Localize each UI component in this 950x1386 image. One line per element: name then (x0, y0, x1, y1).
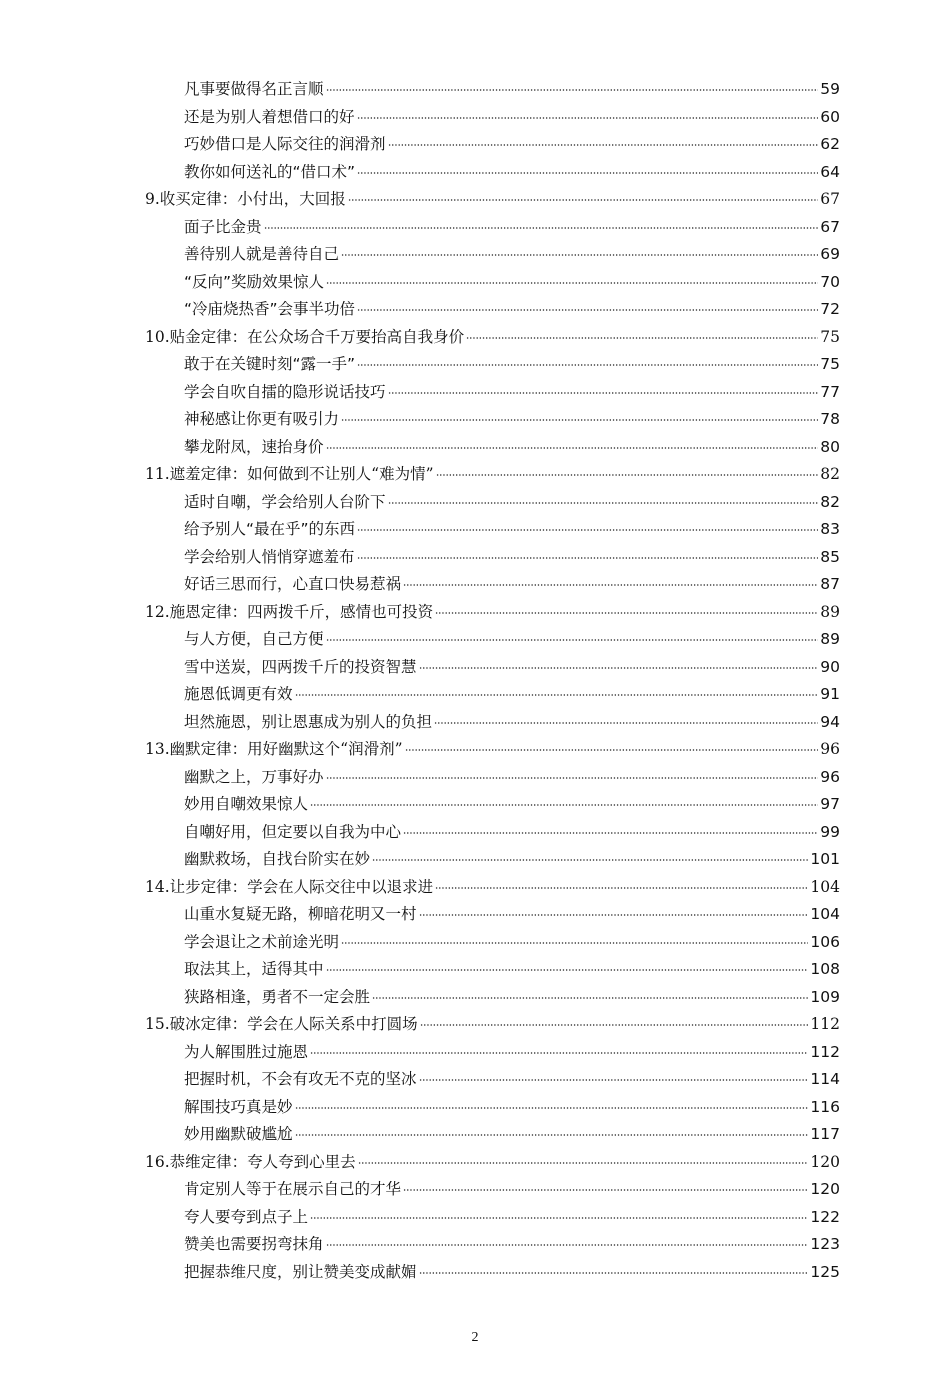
dot-leader (310, 1215, 808, 1221)
toc-entry-page: 96 (820, 767, 840, 786)
toc-entry-title: 妙用自嘲效果惊人 (184, 795, 309, 813)
toc-chapter-entry[interactable] (0, 324, 950, 352)
toc-entry-title: 凡事要做得名正言顺 (184, 80, 324, 98)
toc-section-entry[interactable] (0, 214, 950, 242)
toc-entry-page: 123 (810, 1235, 840, 1253)
toc-section-entry[interactable] (0, 159, 950, 187)
dot-leader (326, 280, 818, 286)
dot-leader (388, 500, 819, 506)
toc-entry-title: 赞美也需要拐弯抹角 (184, 1235, 324, 1253)
toc-entry-page: 125 (810, 1262, 840, 1281)
toc-entry-title: 解围技巧真是妙 (184, 1097, 293, 1116)
dot-leader (419, 912, 809, 918)
toc-section-entry[interactable] (0, 846, 950, 874)
toc-entry-page: 77 (820, 382, 840, 401)
dot-leader (326, 87, 819, 93)
toc-section-entry[interactable] (0, 351, 950, 379)
toc-section-entry[interactable] (0, 269, 950, 297)
toc-entry-page: 90 (820, 657, 840, 676)
toc-entry-title: “反向”奖励效果惊人 (184, 272, 325, 291)
dot-leader (403, 582, 818, 588)
toc-section-entry[interactable] (0, 901, 950, 929)
toc-entry-title: 自嘲好用，但定要以自我为中心 (184, 822, 402, 841)
toc-entry-title: 把握时机，不会有攻无不克的坚冰 (184, 1070, 417, 1088)
dot-leader (419, 1270, 809, 1276)
toc-entry-title: 15.破冰定律：学会在人际关系中打圆场 (145, 1015, 418, 1033)
toc-entry-title: 施恩低调更有效 (184, 685, 293, 703)
toc-section-entry[interactable] (0, 654, 950, 682)
page-number: 2 (471, 1330, 479, 1345)
dot-leader (403, 830, 818, 836)
toc-chapter-entry[interactable] (0, 1011, 950, 1039)
toc-entry-page: 69 (820, 245, 840, 263)
toc-section-entry[interactable] (0, 626, 950, 654)
toc-section-entry[interactable] (0, 681, 950, 709)
toc-entry-title: 肯定别人等于在展示自己的才华 (184, 1180, 402, 1198)
toc-chapter-entry[interactable] (0, 186, 950, 214)
toc-entry-page: 120 (810, 1152, 840, 1171)
toc-entry-title: 与人方便，自己方便 (184, 630, 324, 648)
dot-leader (357, 115, 819, 121)
dot-leader (341, 940, 808, 946)
toc-entry-title: 12.施恩定律：四两拨千斤，感情也可投资 (145, 602, 434, 621)
toc-chapter-entry[interactable] (0, 461, 950, 489)
toc-entry-title: 雪中送炭，四两拨千斤的投资智慧 (184, 657, 417, 676)
toc-entry-title: 幽默之上，万事好办 (184, 767, 324, 786)
toc-entry-page: 82 (820, 492, 840, 511)
toc-section-entry[interactable] (0, 406, 950, 434)
dot-leader (419, 665, 819, 671)
toc-entry-title: 10.贴金定律：在公众场合千万要抬高自我身价 (145, 327, 465, 346)
toc-entry-page: 72 (820, 300, 840, 318)
dot-leader (357, 527, 818, 533)
dot-leader (403, 1187, 808, 1193)
toc-entry-page: 101 (810, 850, 840, 868)
dot-leader (264, 225, 819, 231)
toc-chapter-entry[interactable] (0, 736, 950, 764)
toc-entry-title: 适时自嘲，学会给别人台阶下 (184, 492, 386, 511)
toc-entry-page: 89 (820, 602, 840, 621)
toc-entry-title: 狭路相逢，勇者不一定会胜 (184, 987, 371, 1006)
dot-leader (295, 1105, 809, 1111)
toc-section-entry[interactable] (0, 131, 950, 159)
toc-entry-page: 104 (810, 905, 840, 923)
toc-entry-page: 112 (810, 1042, 840, 1061)
toc-section-entry[interactable] (0, 1259, 950, 1287)
toc-entry-page: 64 (820, 162, 840, 181)
toc-entry-title: 9.收买定律：小付出，大回报 (145, 190, 346, 208)
toc-entry-page: 117 (810, 1125, 840, 1143)
toc-entry-title: 把握恭维尺度，别让赞美变成献媚 (184, 1262, 417, 1281)
toc-entry-title: 面子比金贵 (184, 217, 262, 236)
dot-leader (295, 692, 819, 698)
toc-chapter-entry[interactable] (0, 874, 950, 902)
toc-entry-page: 67 (820, 190, 840, 208)
toc-entry-page: 94 (820, 712, 840, 731)
dot-leader (466, 335, 818, 341)
toc-entry-title: 敢于在关键时刻“露一手” (184, 355, 356, 373)
toc-section-entry[interactable] (0, 984, 950, 1012)
toc-entry-title: 善待别人就是善待自己 (184, 245, 340, 263)
toc-entry-page: 89 (820, 630, 840, 648)
toc-entry-page: 85 (820, 547, 840, 566)
toc-entry-page: 114 (810, 1070, 840, 1088)
toc-entry-page: 70 (820, 272, 840, 291)
toc-entry-page: 106 (810, 932, 840, 951)
toc-entry-page: 75 (820, 327, 840, 346)
toc-entry-title: 山重水复疑无路，柳暗花明又一村 (184, 905, 417, 923)
toc-section-entry[interactable] (0, 1039, 950, 1067)
toc-section-entry[interactable] (0, 791, 950, 819)
toc-entry-title: 教你如何送礼的“借口术” (184, 162, 356, 181)
toc-entry-page: 91 (820, 685, 840, 703)
dot-leader (434, 720, 818, 726)
toc-entry-page: 120 (810, 1180, 840, 1198)
toc-entry-page: 116 (810, 1097, 840, 1116)
toc-section-entry[interactable] (0, 709, 950, 737)
toc-entry-title: 给予别人“最在乎”的东西 (184, 520, 356, 538)
dot-leader (326, 967, 809, 973)
toc-entry-title: 16.恭维定律：夸人夸到心里去 (145, 1152, 356, 1171)
dot-leader (435, 885, 808, 891)
toc-section-entry[interactable] (0, 1231, 950, 1259)
dot-leader (341, 252, 818, 258)
toc-entry-title: 13.幽默定律：用好幽默这个“润滑剂” (145, 740, 403, 758)
dot-leader (310, 1050, 808, 1056)
toc-entry-page: 99 (820, 822, 840, 841)
toc-section-entry[interactable] (0, 764, 950, 792)
toc-entry-title: 妙用幽默破尴尬 (184, 1125, 293, 1143)
dot-leader (435, 610, 818, 616)
toc-entry-page: 80 (820, 437, 840, 456)
toc-entry-page: 109 (810, 987, 840, 1006)
toc-entry-title: 幽默救场，自找台阶实在妙 (184, 850, 371, 868)
toc-entry-page: 60 (820, 107, 840, 126)
dot-leader (372, 995, 808, 1001)
toc-section-entry[interactable] (0, 956, 950, 984)
dot-leader (326, 1242, 809, 1248)
toc-entry-title: “冷庙烧热香”会事半功倍 (184, 300, 356, 318)
toc-entry-title: 取法其上，适得其中 (184, 960, 324, 978)
table-of-contents (0, 76, 950, 1286)
toc-entry-title: 神秘感让你更有吸引力 (184, 410, 340, 428)
toc-entry-title: 学会自吹自擂的隐形说话技巧 (184, 382, 386, 401)
toc-entry-page: 62 (820, 135, 840, 153)
toc-entry-title: 11.遮羞定律：如何做到不让别人“难为情” (145, 465, 434, 483)
toc-entry-page: 67 (820, 217, 840, 236)
toc-entry-title: 攀龙附凤，速抬身价 (184, 437, 324, 456)
dot-leader (372, 857, 808, 863)
toc-entry-title: 还是为别人着想借口的好 (184, 107, 355, 126)
dot-leader (419, 1077, 809, 1083)
toc-section-entry[interactable] (0, 1121, 950, 1149)
dot-leader (295, 1132, 809, 1138)
toc-entry-title: 坦然施恩，别让恩惠成为别人的负担 (184, 712, 433, 731)
dot-leader (326, 775, 819, 781)
dot-leader (348, 197, 818, 203)
toc-entry-title: 学会退让之术前途光明 (184, 932, 340, 951)
dot-leader (357, 362, 818, 368)
dot-leader (326, 445, 819, 451)
toc-entry-page: 112 (810, 1015, 840, 1033)
toc-entry-page: 122 (810, 1207, 840, 1226)
dot-leader (388, 142, 819, 148)
toc-entry-page: 78 (820, 410, 840, 428)
toc-entry-title: 为人解围胜过施恩 (184, 1042, 309, 1061)
toc-chapter-entry[interactable] (0, 1149, 950, 1177)
toc-entry-page: 82 (820, 465, 840, 483)
dot-leader (357, 170, 818, 176)
toc-section-entry[interactable] (0, 544, 950, 572)
toc-section-entry[interactable] (0, 1204, 950, 1232)
toc-section-entry[interactable] (0, 571, 950, 599)
toc-section-entry[interactable] (0, 819, 950, 847)
dot-leader (326, 637, 819, 643)
toc-entry-page: 97 (820, 795, 840, 813)
toc-entry-page: 108 (810, 960, 840, 978)
dot-leader (310, 802, 818, 808)
toc-entry-page: 75 (820, 355, 840, 373)
toc-section-entry[interactable] (0, 76, 950, 104)
dot-leader (358, 1160, 809, 1166)
toc-section-entry[interactable] (0, 1176, 950, 1204)
dot-leader (436, 472, 819, 478)
toc-chapter-entry[interactable] (0, 599, 950, 627)
toc-section-entry[interactable] (0, 489, 950, 517)
toc-section-entry[interactable] (0, 104, 950, 132)
dot-leader (388, 390, 819, 396)
toc-section-entry[interactable] (0, 296, 950, 324)
toc-entry-page: 96 (820, 740, 840, 758)
dot-leader (341, 417, 818, 423)
toc-section-entry[interactable] (0, 516, 950, 544)
toc-section-entry[interactable] (0, 1094, 950, 1122)
toc-section-entry[interactable] (0, 434, 950, 462)
toc-entry-title: 夸人要夸到点子上 (184, 1207, 309, 1226)
toc-entry-page: 87 (820, 575, 840, 593)
toc-entry-title: 好话三思而行，心直口快易惹祸 (184, 575, 402, 593)
toc-entry-title: 学会给别人悄悄穿遮羞布 (184, 547, 355, 566)
toc-section-entry[interactable] (0, 929, 950, 957)
toc-entry-page: 104 (810, 877, 840, 896)
toc-entry-title: 14.让步定律：学会在人际交往中以退求进 (145, 877, 434, 896)
toc-entry-page: 59 (820, 80, 840, 98)
toc-section-entry[interactable] (0, 241, 950, 269)
toc-section-entry[interactable] (0, 1066, 950, 1094)
dot-leader (405, 747, 819, 753)
toc-entry-page: 83 (820, 520, 840, 538)
toc-entry-title: 巧妙借口是人际交往的润滑剂 (184, 135, 386, 153)
dot-leader (357, 555, 819, 561)
dot-leader (420, 1022, 809, 1028)
toc-section-entry[interactable] (0, 379, 950, 407)
dot-leader (357, 307, 818, 313)
